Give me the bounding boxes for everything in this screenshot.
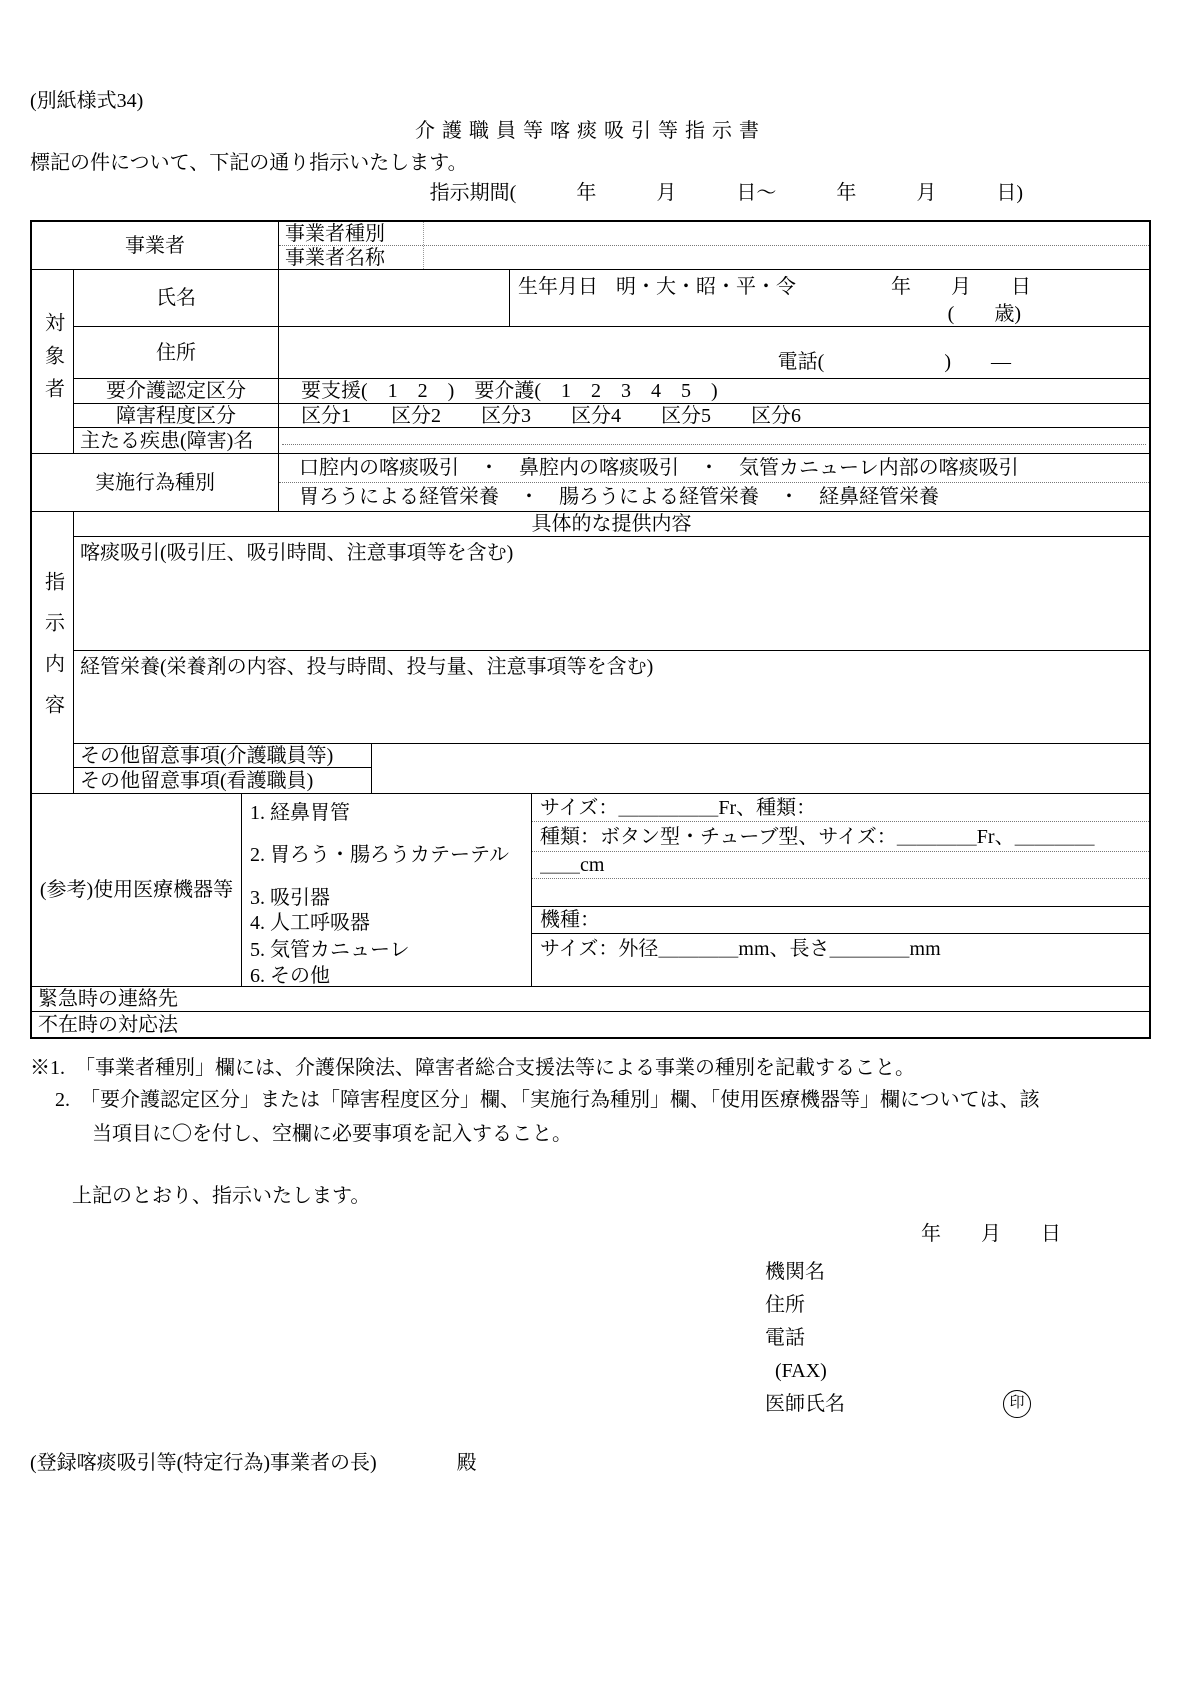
devices-label: (参考)使用医療機器等 [32,794,242,986]
absence-response-row: 不在時の対応法 [38,1013,178,1036]
disease-fill-line [282,428,1146,445]
doctor-name-label: 医師氏名 [765,1392,845,1415]
provider-label: 事業者 [32,222,279,269]
device-item: 1. 経鼻胃管 [250,802,350,824]
signature-block [765,1255,1151,1420]
birth-label: 生年月日 [518,276,598,298]
birth-age: ( 歳) [947,303,1021,325]
page-title: 介護職員等喀痰吸引等指示書 [415,120,766,142]
instructions-group-cell [32,512,74,793]
procedure-label: 実施行為種別 [32,454,279,511]
device-item: 6. その他 [250,965,330,986]
other-notes-value [372,744,1149,793]
spec-ventilator: 機種： [532,907,1149,934]
closing-date-line: 年 月 日 [921,1223,1061,1245]
provider-name-value [424,246,1149,269]
procedure-options-line2: 胃ろうによる経管栄養 ・ 腸ろうによる経管栄養 ・ 経鼻経管栄養 [299,485,939,508]
provider-type-label: 事業者種別 [279,222,424,245]
birth-cell [510,270,1149,326]
note-2-line1: 2. 「要介護認定区分」または「障害程度区分」欄、「実施行為種別」欄、「使用医療機器等」欄については、該 [55,1089,1040,1111]
device-item: 3. 吸引器 [250,887,330,909]
org-address-label: 住所 [765,1293,805,1316]
care-level-label: 要介護認定区分 [74,379,279,403]
spec-gastro-line2: ＿＿cm [532,852,1149,879]
device-item: 5. 気管カニューレ [250,939,410,961]
org-fax-label: (FAX) [775,1359,827,1382]
devices-list [242,794,532,986]
name-value [279,270,510,326]
address-value [279,327,1149,378]
note-2-line2: 当項目に〇を付し、空欄に必要事項を記入すること。 [92,1123,572,1145]
closing-statement: 上記のとおり、指示いたします。 [72,1185,371,1207]
suction-instructions-box: 喀痰吸引(吸引圧、吸引時間、注意事項等を含む) [74,537,1149,652]
nutrition-instructions-box: 経管栄養(栄養剤の内容、投与時間、投与量、注意事項等を含む) [74,651,1149,744]
disability-level-options: 区分1 区分2 区分3 区分4 区分5 区分6 [301,404,801,427]
spec-gastro-line1: 種類：ボタン型・チューブ型、サイズ：＿＿＿＿Fr、＿＿＿＿ [532,822,1149,852]
form-number: (別紙様式34) [30,90,144,112]
addressee-line: (登録喀痰吸引等(特定行為)事業者の長) 殿 [30,1452,477,1474]
provider-type-value [424,222,1149,245]
subject-section [32,270,1149,454]
disease-label: 主たる疾患(障害)名 [74,428,279,453]
other-notes-care-label: その他留意事項(介護職員等) [74,744,371,768]
procedure-options-line1: 口腔内の喀痰吸引 ・ 鼻腔内の喀痰吸引 ・ 気管カニューレ内部の喀痰吸引 [279,454,1149,483]
spec-ng-tube: サイズ：＿＿＿＿＿Fr、種類： [532,794,1149,822]
seal-mark: 印 [1003,1390,1031,1418]
disease-value [279,428,1149,453]
address-label: 住所 [74,327,279,378]
instruction-period: 指示期間( 年 月 日～ 年 月 日) [429,182,1023,204]
spec-cannula: サイズ：外径＿＿＿＿mm、長さ＿＿＿＿mm [540,938,941,960]
emergency-contact-row: 緊急時の連絡先 [32,987,1149,1012]
instructions-header: 具体的な提供内容 [74,512,1149,537]
provider-name-label: 事業者名称 [279,246,424,269]
name-label: 氏名 [74,270,279,326]
instructions-section [32,512,1149,794]
devices-section [32,794,1149,987]
birth-ymd: 年 月 日 [891,276,1031,298]
org-tel-label: 電話 [765,1326,805,1349]
device-item: 2. 胃ろう・腸ろうカテーテル [250,844,509,866]
note-1: ※1. 「事業者種別」欄には、介護保険法、障害者総合支援法等による事業の種別を記載すること。 [30,1057,915,1079]
spec-other-blank [532,964,1149,986]
subject-group-cell [32,270,74,453]
subject-group-label: 対象者 [41,312,64,411]
form-table [30,220,1151,1039]
disability-level-label: 障害程度区分 [74,404,279,427]
birth-era-options: 明・大・昭・平・令 [616,276,796,298]
procedure-row [32,454,1149,512]
instructions-group-label: 指示内容 [41,570,64,735]
org-name-label: 機関名 [765,1260,825,1283]
spec-blank [532,879,1149,907]
phone-line: 電話( ) — [777,351,1011,373]
provider-row [32,222,1149,270]
care-level-options: 要支援( 1 2 ) 要介護( 1 2 3 4 5 ) [301,380,718,402]
doctor-row [765,1387,1151,1420]
other-notes-nurse-label: その他留意事項(看護職員) [80,769,314,792]
intro-text: 標記の件について、下記の通り指示いたします。 [30,152,468,174]
device-item: 4. 人工呼吸器 [250,912,370,934]
